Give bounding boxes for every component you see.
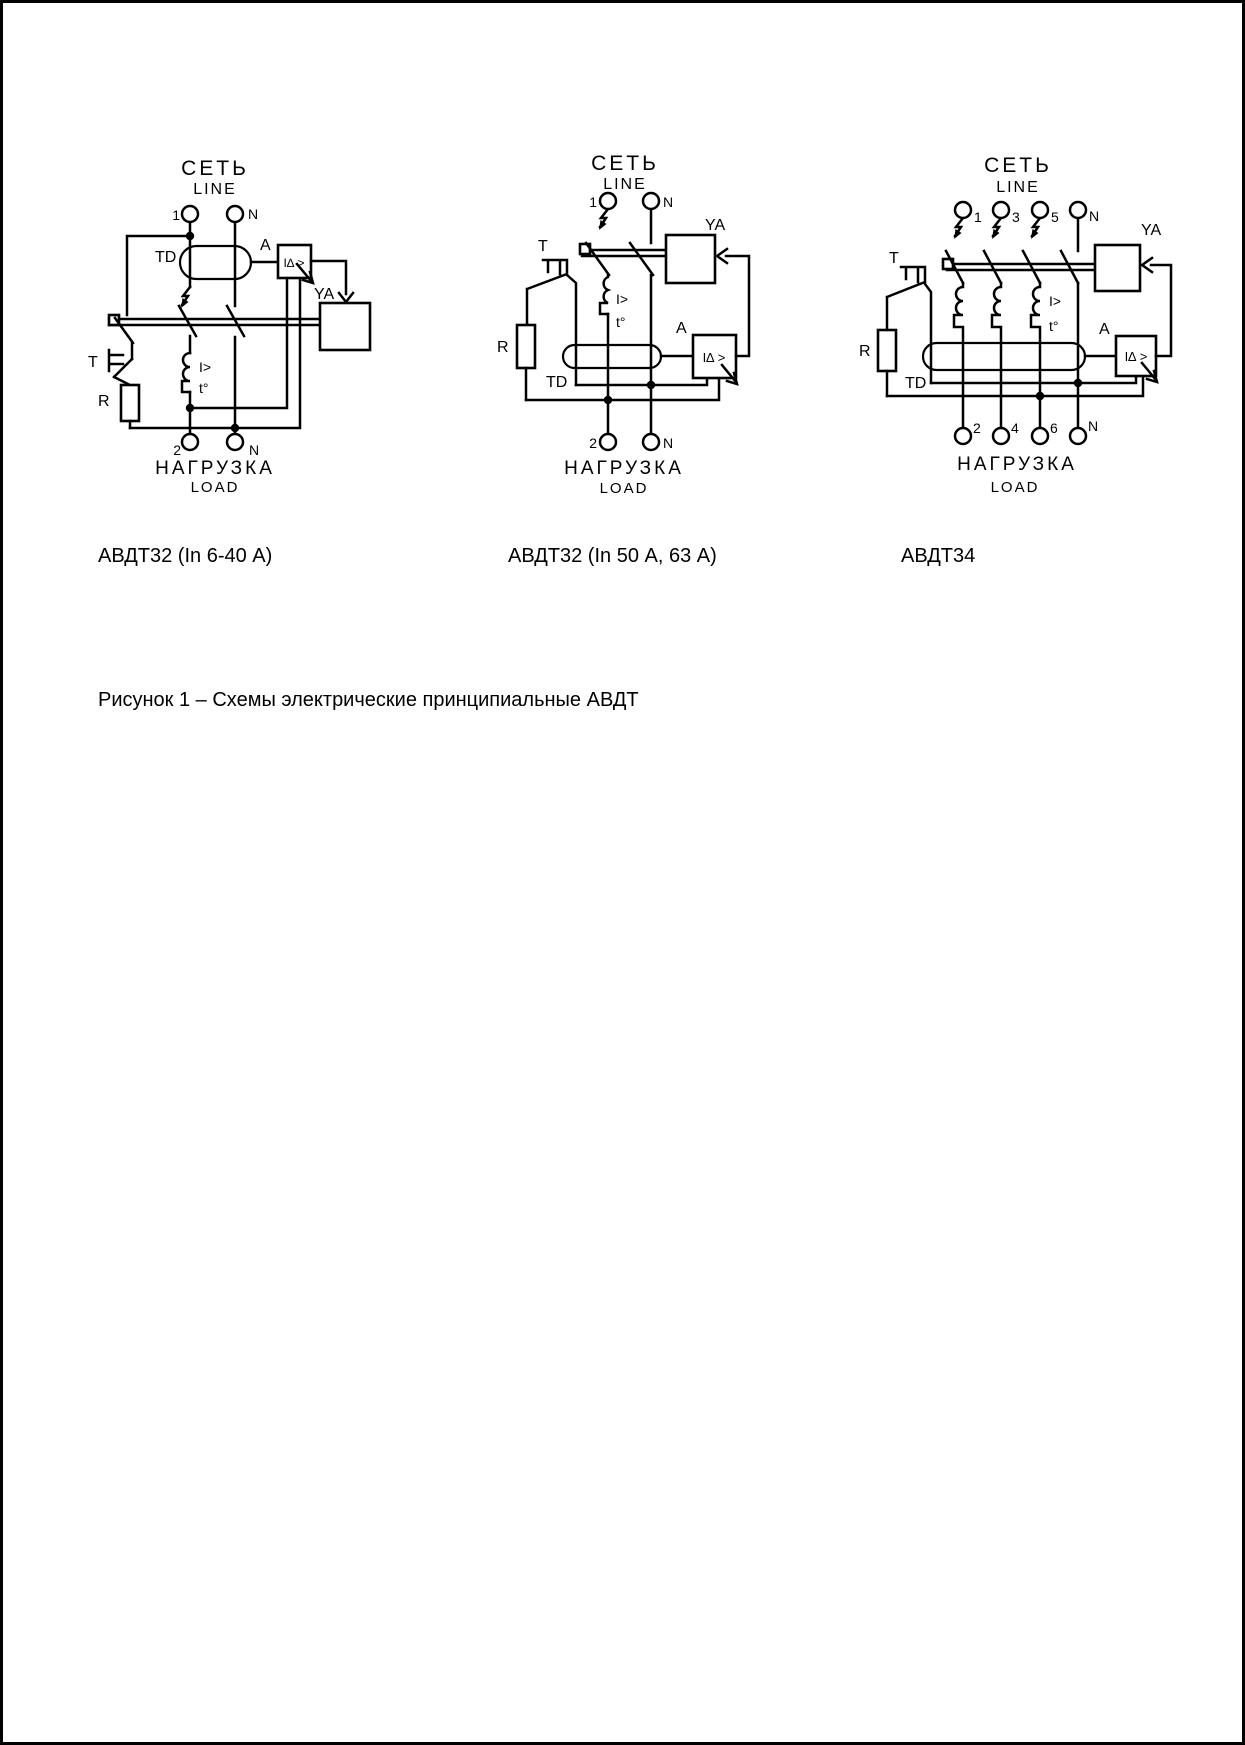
thermal-magnetic-release-icon xyxy=(992,283,1001,428)
trip-linkage-bar xyxy=(109,319,320,325)
load-en-label: LOAD xyxy=(190,479,240,496)
terminal-label: 2 xyxy=(973,420,981,436)
solenoid-label: YA xyxy=(1141,222,1162,239)
load-en-label: LOAD xyxy=(599,480,649,497)
test-button-label: T xyxy=(538,238,548,255)
net-label: СЕТЬ xyxy=(181,157,249,180)
net-label: СЕТЬ xyxy=(984,154,1052,177)
test-button-label: T xyxy=(88,354,98,371)
junction-dot xyxy=(1074,379,1082,387)
test-resistor-icon xyxy=(517,325,535,368)
surge-arrow-icon xyxy=(181,287,190,308)
relay-label: A xyxy=(676,320,687,337)
differential-threshold-label: I∆ > xyxy=(1124,349,1148,364)
transformer-label: TD xyxy=(155,249,177,266)
transformer-label: TD xyxy=(905,375,927,392)
terminal-circle xyxy=(643,434,659,450)
schematic-avdt32-50-63a xyxy=(483,143,773,508)
terminal-label: 1 xyxy=(589,194,597,210)
terminal-circle xyxy=(993,202,1009,218)
thermal-magnetic-release-icon xyxy=(600,275,608,314)
load-label: НАГРУЗКА xyxy=(155,458,275,479)
schematic-avdt34 xyxy=(848,143,1183,508)
surge-arrow-icon xyxy=(992,218,1001,239)
junction-dot xyxy=(231,424,239,432)
terminal-circle xyxy=(1032,202,1048,218)
relay-label: A xyxy=(1099,321,1110,338)
terminal-circle xyxy=(993,428,1009,444)
terminal-circle xyxy=(600,193,616,209)
load-label: НАГРУЗКА xyxy=(957,454,1077,475)
solenoid-label: YA xyxy=(705,217,726,234)
test-button-label: T xyxy=(889,250,899,267)
line-label: LINE xyxy=(603,176,647,193)
load-label: НАГРУЗКА xyxy=(564,458,684,479)
relay-sense-wire xyxy=(130,278,300,428)
junction-dot xyxy=(1036,392,1044,400)
terminal-label: N xyxy=(1088,418,1099,434)
differential-transformer-icon xyxy=(563,345,661,368)
terminal-circle xyxy=(1070,428,1086,444)
terminal-circle xyxy=(955,202,971,218)
thermal-label: t° xyxy=(1049,318,1059,334)
terminal-circle xyxy=(1032,428,1048,444)
terminal-label: 2 xyxy=(589,435,597,451)
terminal-circle xyxy=(182,206,198,222)
surge-arrow-icon xyxy=(599,209,608,230)
surge-arrow-icon xyxy=(954,218,963,239)
net-label: СЕТЬ xyxy=(591,152,659,175)
breaker-contact-icon xyxy=(586,243,653,275)
terminal-label: 5 xyxy=(1051,209,1059,225)
figure-caption: Рисунок 1 – Схемы электрические принципиальные АВДТ xyxy=(98,689,639,711)
terminal-label: N xyxy=(663,435,674,451)
terminal-label: N xyxy=(248,206,259,222)
line-label: LINE xyxy=(996,179,1040,196)
terminal-label: 1 xyxy=(172,207,180,223)
differential-threshold-label: I∆ > xyxy=(702,350,726,365)
thermal-magnetic-release-icon xyxy=(954,283,963,428)
terminal-circle xyxy=(227,206,243,222)
trip-solenoid-box xyxy=(320,303,370,350)
load-en-label: LOAD xyxy=(990,479,1040,496)
terminal-label: N xyxy=(249,442,260,458)
trip-linkage-bar xyxy=(947,264,1095,270)
resistor-label: R xyxy=(859,343,871,360)
terminal-label: 6 xyxy=(1050,420,1058,436)
device-caption-avdt32-6-40: АВДТ32 (In 6-40 А) xyxy=(98,545,273,567)
differential-transformer-icon xyxy=(923,343,1085,370)
terminal-circle xyxy=(600,434,616,450)
test-button-icon xyxy=(109,350,132,385)
thermal-label: t° xyxy=(616,314,626,330)
junction-dot xyxy=(647,381,655,389)
trip-solenoid-box xyxy=(666,235,715,283)
terminal-circle xyxy=(227,434,243,450)
line-label: LINE xyxy=(193,181,237,198)
differential-threshold-label: I∆ > xyxy=(283,256,305,270)
terminal-label: 4 xyxy=(1011,420,1019,436)
overcurrent-label: I> xyxy=(616,291,629,307)
thermal-magnetic-release-icon xyxy=(1031,283,1040,428)
terminal-circle xyxy=(1070,202,1086,218)
relay-label: A xyxy=(260,237,271,254)
junction-dot xyxy=(186,404,194,412)
surge-arrow-icon xyxy=(1031,218,1040,239)
terminal-label: N xyxy=(1089,208,1100,224)
device-caption-avdt34: АВДТ34 xyxy=(901,545,976,567)
terminal-label: 3 xyxy=(1012,209,1020,225)
thermal-magnetic-release-icon xyxy=(182,353,190,392)
transformer-label: TD xyxy=(546,374,568,391)
resistor-label: R xyxy=(98,393,110,410)
device-caption-avdt32-50-63: АВДТ32 (In 50 А, 63 А) xyxy=(508,545,717,567)
terminal-circle xyxy=(955,428,971,444)
terminal-label: 2 xyxy=(173,442,181,458)
junction-dot xyxy=(186,232,194,240)
test-resistor-icon xyxy=(121,385,139,421)
resistor-label: R xyxy=(497,339,509,356)
schematic-avdt32-6-40a xyxy=(83,138,383,508)
junction-dot xyxy=(604,396,612,404)
breaker-contact-icon xyxy=(946,251,1078,283)
terminal-circle xyxy=(182,434,198,450)
thermal-label: t° xyxy=(199,380,209,396)
test-resistor-icon xyxy=(878,330,896,371)
terminal-circle xyxy=(643,193,659,209)
trip-solenoid-box xyxy=(1095,245,1140,291)
overcurrent-label: I> xyxy=(199,359,212,375)
solenoid-label: YA xyxy=(314,286,335,303)
terminal-label: N xyxy=(663,194,674,210)
terminal-label: 1 xyxy=(974,209,982,225)
overcurrent-label: I> xyxy=(1049,293,1062,309)
